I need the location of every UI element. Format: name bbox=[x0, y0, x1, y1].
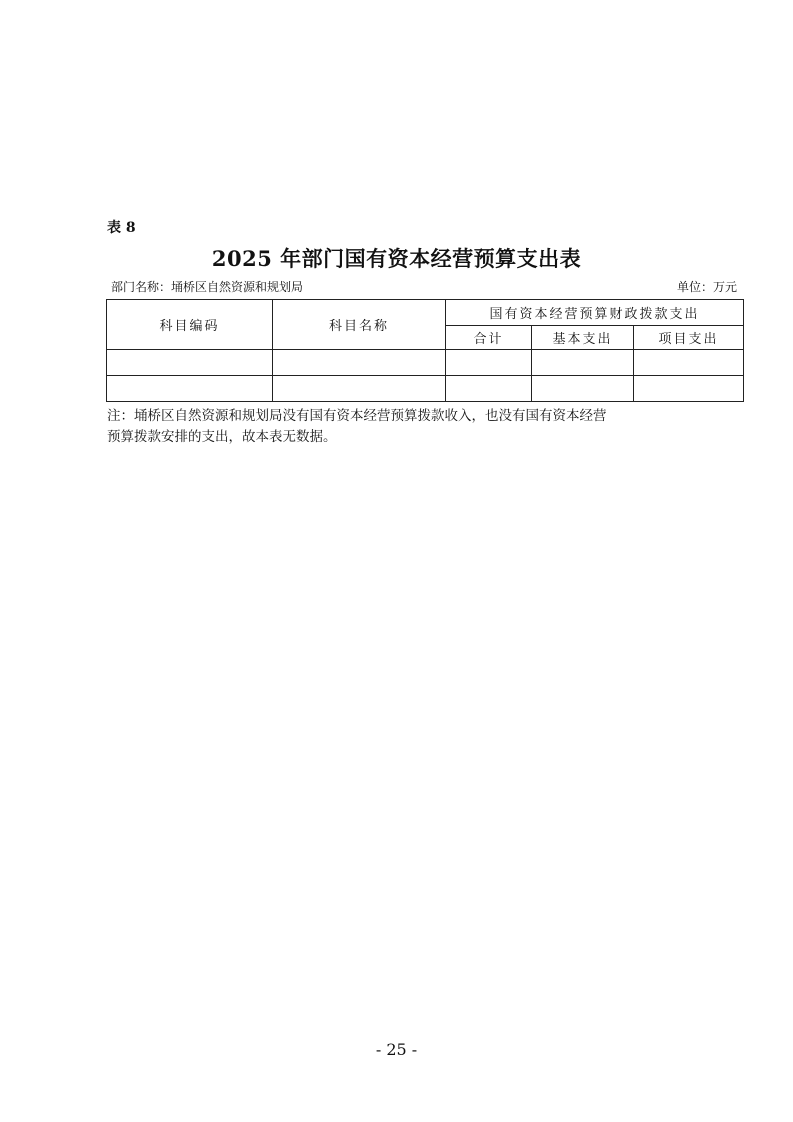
table-note bbox=[107, 406, 707, 448]
department-label: 部门名称：埇桥区自然资源和规划局 bbox=[111, 280, 304, 294]
table-cell bbox=[634, 376, 744, 402]
header-subject-name: 科目名称 bbox=[273, 300, 446, 350]
unit-label: 单位：万元 bbox=[676, 280, 737, 294]
note-line: 注：埇桥区自然资源和规划局没有国有资本经营预算拨款收入，也没有国有资本经营 bbox=[107, 408, 607, 424]
table-row bbox=[107, 350, 744, 376]
header-project-expenditure: 项目支出 bbox=[634, 326, 744, 350]
table-cell bbox=[273, 350, 446, 376]
note-line: 预算拨款安排的支出，故本表无数据。 bbox=[107, 429, 337, 445]
table-cell bbox=[107, 376, 273, 402]
table-row bbox=[107, 376, 744, 402]
table-cell bbox=[107, 350, 273, 376]
header-total: 合计 bbox=[446, 326, 532, 350]
table-cell bbox=[532, 376, 634, 402]
table-cell bbox=[532, 350, 634, 376]
table-label: 表 8 bbox=[107, 220, 136, 236]
table-cell bbox=[446, 376, 532, 402]
page-title: 2025 年部门国有资本经营预算支出表 bbox=[211, 246, 582, 271]
table-header-row bbox=[107, 300, 744, 326]
header-expenditure-group: 国有资本经营预算财政拨款支出 bbox=[446, 300, 744, 326]
header-basic-expenditure: 基本支出 bbox=[532, 326, 634, 350]
header-subject-code: 科目编码 bbox=[107, 300, 273, 350]
table-cell bbox=[446, 350, 532, 376]
table-cell bbox=[273, 376, 446, 402]
table-cell bbox=[634, 350, 744, 376]
meta-row bbox=[111, 278, 737, 295]
page-number: - 25 - bbox=[375, 1040, 418, 1059]
budget-table bbox=[106, 299, 744, 402]
